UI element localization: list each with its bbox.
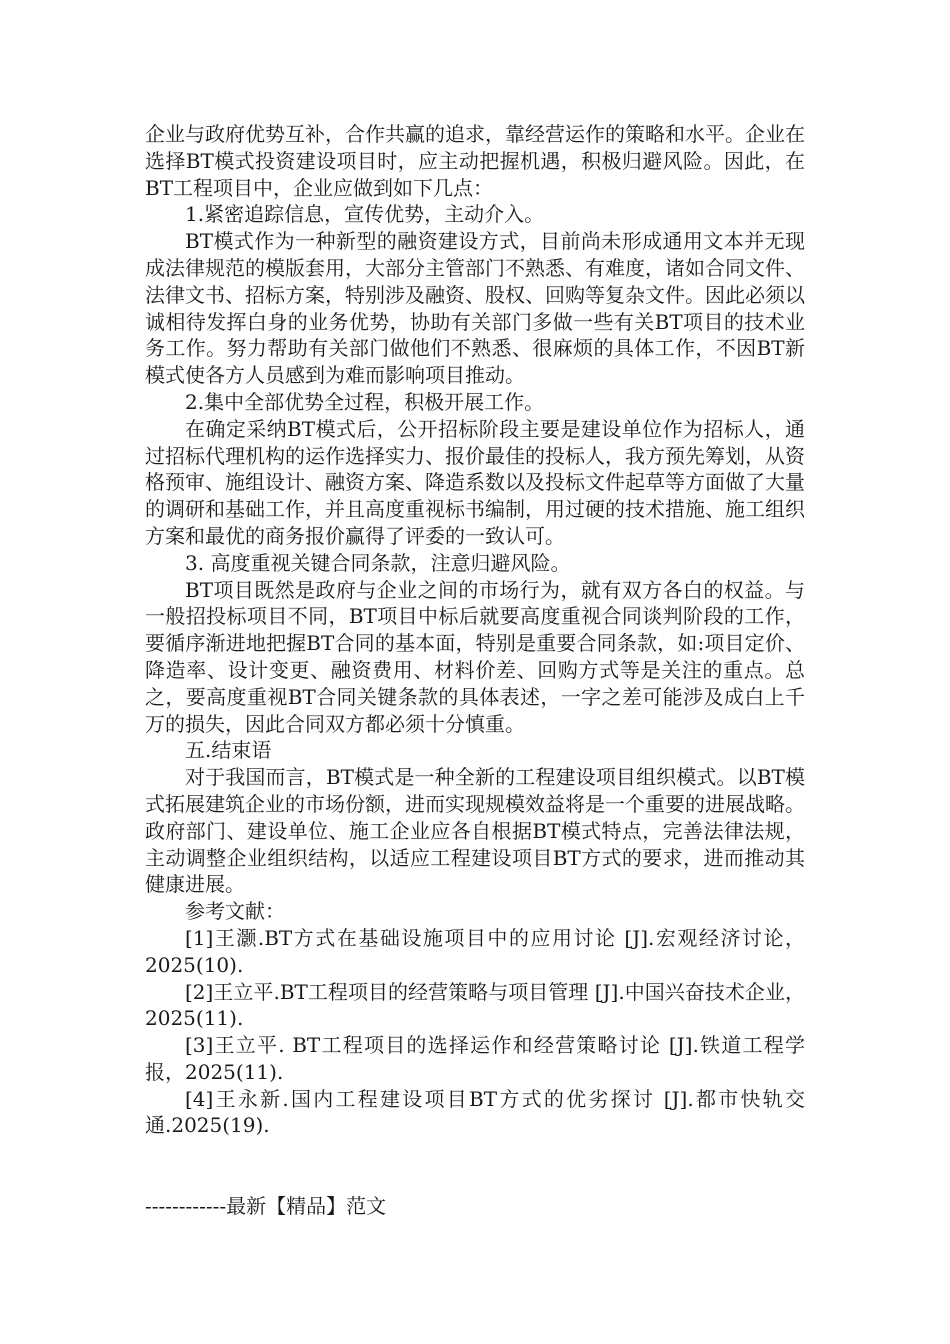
- section-heading-conclusion: 五.结束语: [185, 738, 272, 763]
- paragraph-point-1: BT模式作为一种新型的融资建设方式，目前尚未形成通用文本并无现成法律规范的模版套用，大部分主管部门不熟悉、有难度，诸如合同文件、法律文书、招标方案，特别涉及融资、股权、回购等复杂文件。因此必须以诚相待发挥白身的业务优势，协助有关部门多做一些有关BT项目的技术业务工作。努力帮助有关部门做他们不熟悉、很麻烦的具体工作，不因BT新模式使各方人员感到为难而影响项目推动。: [145, 229, 805, 388]
- reference-item-2: [2]王立平.BT工程项目的经营策略与项目管理 [J].中国兴奋技术企业，2025(11).: [145, 979, 805, 1031]
- reference-item-1: [1]王灏.BT方式在基础设施项目中的应用讨论 [J].宏观经济讨论，2025(10).: [145, 925, 805, 977]
- heading-point-3: 3. 高度重视关键合同条款，注意归避风险。: [185, 550, 571, 575]
- heading-point-2: 2.集中全部优势全过程，积极开展工作。: [185, 389, 545, 414]
- paragraph-conclusion: 对于我国而言，BT模式是一种全新的工程建设项目组织模式。以BT模式拓展建筑企业的市场份额，进而实现规模效益将是一个重要的进展战略。政府部门、建设单位、施工企业应各自根据BT模式特点，完善法律法规，主动调整企业组织结构，以适应工程建设项目BT方式的要求，进而推动其健康进展。: [145, 765, 805, 897]
- heading-point-1: 1.紧密追踪信息，宣传优势，主动介入。: [185, 202, 545, 227]
- paragraph-intro: 企业与政府优势互补，合作共赢的追求，靠经营运作的策略和水平。企业在选择BT模式投资建设项目时，应主动把握机遇，积极归避风险。因此，在BT工程项目中，企业应做到如下几点：: [145, 122, 805, 200]
- paragraph-point-2: 在确定采纳BT模式后，公开招标阶段主要是建设单位作为招标人，通过招标代理机构的运作选择实力、报价最佳的投标人，我方预先筹划，从资格预审、施组设计、融资方案、降造系数以及投标文件起草等方面做了大量的调研和基础工作，并且高度重视标书编制，用过硬的技术措施、施工组织方案和最优的商务报价赢得了评委的一致认可。: [145, 416, 805, 548]
- paragraph-point-3: BT项目既然是政府与企业之间的市场行为，就有双方各白的权益。与一般招投标项目不同，BT项目中标后就要高度重视合同谈判阶段的工作，要循序渐进地把握BT合同的基本面，特别是重要合同条款，如:项目定价、降造率、设计变更、融资费用、材料价差、回购方式等是关注的重点。总之，要高度重视BT合同关键条款的具体表述，一字之差可能涉及成白上千万的损失，因此合同双方都必须十分慎重。: [145, 577, 805, 736]
- page-footer: ------------最新【精品】范文: [145, 1194, 387, 1218]
- reference-item-3: [3]王立平. BT工程项目的选择运作和经营策略讨论 [J].铁道工程学报，2025(11).: [145, 1033, 805, 1084]
- reference-item-4: [4]王永新.国内工程建设项目BT方式的优劣探讨 [J].都市快轨交通.2025(19).: [145, 1086, 805, 1138]
- references-heading: 参考文献：: [185, 899, 285, 924]
- document-body: [145, 121, 805, 1139]
